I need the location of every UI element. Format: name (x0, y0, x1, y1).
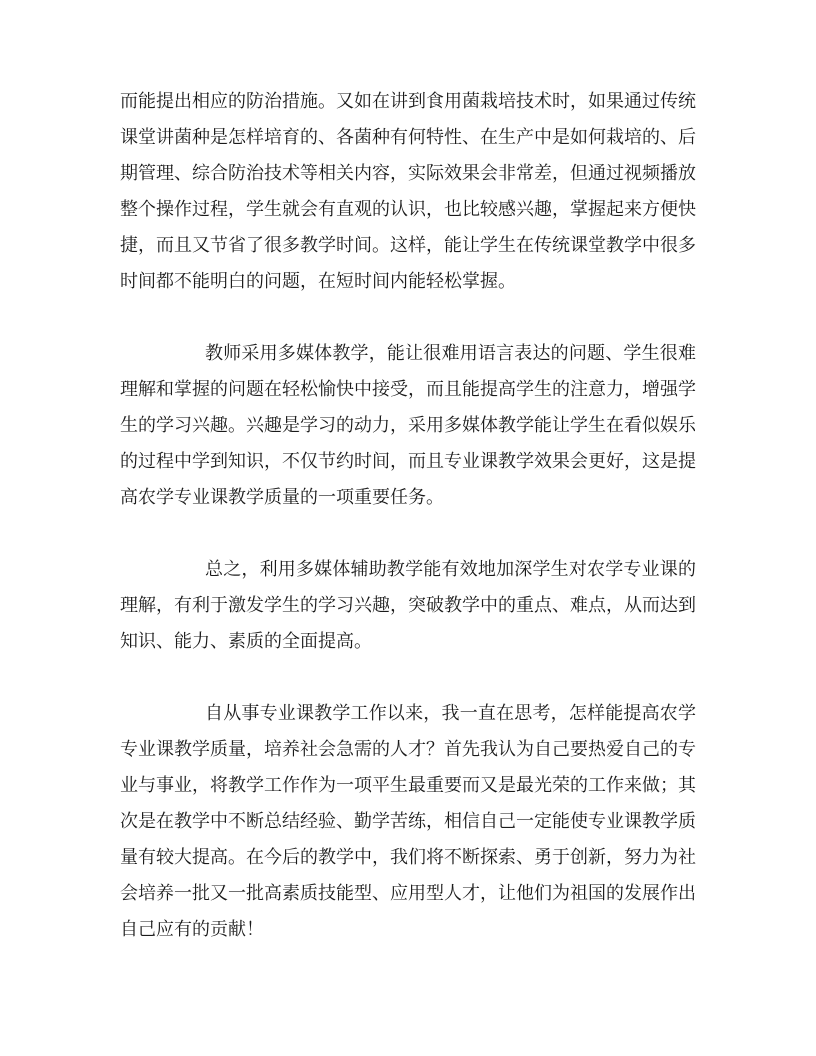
paragraph-4: 自从事专业课教学工作以来，我一直在思考，怎样能提高农学专业课教学质量，培养社会急需的人才？首先我认为自己要热爱自己的专业与事业，将教学工作作为一项平生最重要而又是最光荣的工作来做；其次是在教学中不断总结经验、勤学苦练，相信自己一定能使专业课教学质量有较大提高。在今后的教学中，我们将不断探索、勇于创新，努力为社会培养一批又一批高素质技能型、应用型人才，让他们为祖国的发展作出自己应有的贡献！ (120, 703, 696, 940)
document-body (120, 84, 696, 984)
paragraph-3: 总之，利用多媒体辅助教学能有效地加深学生对农学专业课的理解，有利于激发学生的学习兴趣，突破教学中的重点、难点，从而达到知识、能力、素质的全面提高。 (120, 559, 696, 652)
paragraph-2: 教师采用多媒体教学，能让很难用语言表达的问题、学生很难理解和掌握的问题在轻松愉快中接受，而且能提高学生的注意力，增强学生的学习兴趣。兴趣是学习的动力，采用多媒体教学能让学生在看似娱乐的过程中学到知识，不仅节约时间，而且专业课教学效果会更好，这是提高农学专业课教学质量的一项重要任务。 (120, 343, 696, 508)
paragraph-1: 而能提出相应的防治措施。又如在讲到食用菌栽培技术时，如果通过传统课堂讲菌种是怎样培育的、各菌种有何特性、在生产中是如何栽培的、后期管理、综合防治技术等相关内容，实际效果会非常差，但通过视频播放整个操作过程，学生就会有直观的认识，也比较感兴趣，掌握起来方便快捷，而且又节省了很多教学时间。这样，能让学生在传统课堂教学中很多时间都不能明白的问题，在短时间内能轻松掌握。 (120, 91, 696, 292)
